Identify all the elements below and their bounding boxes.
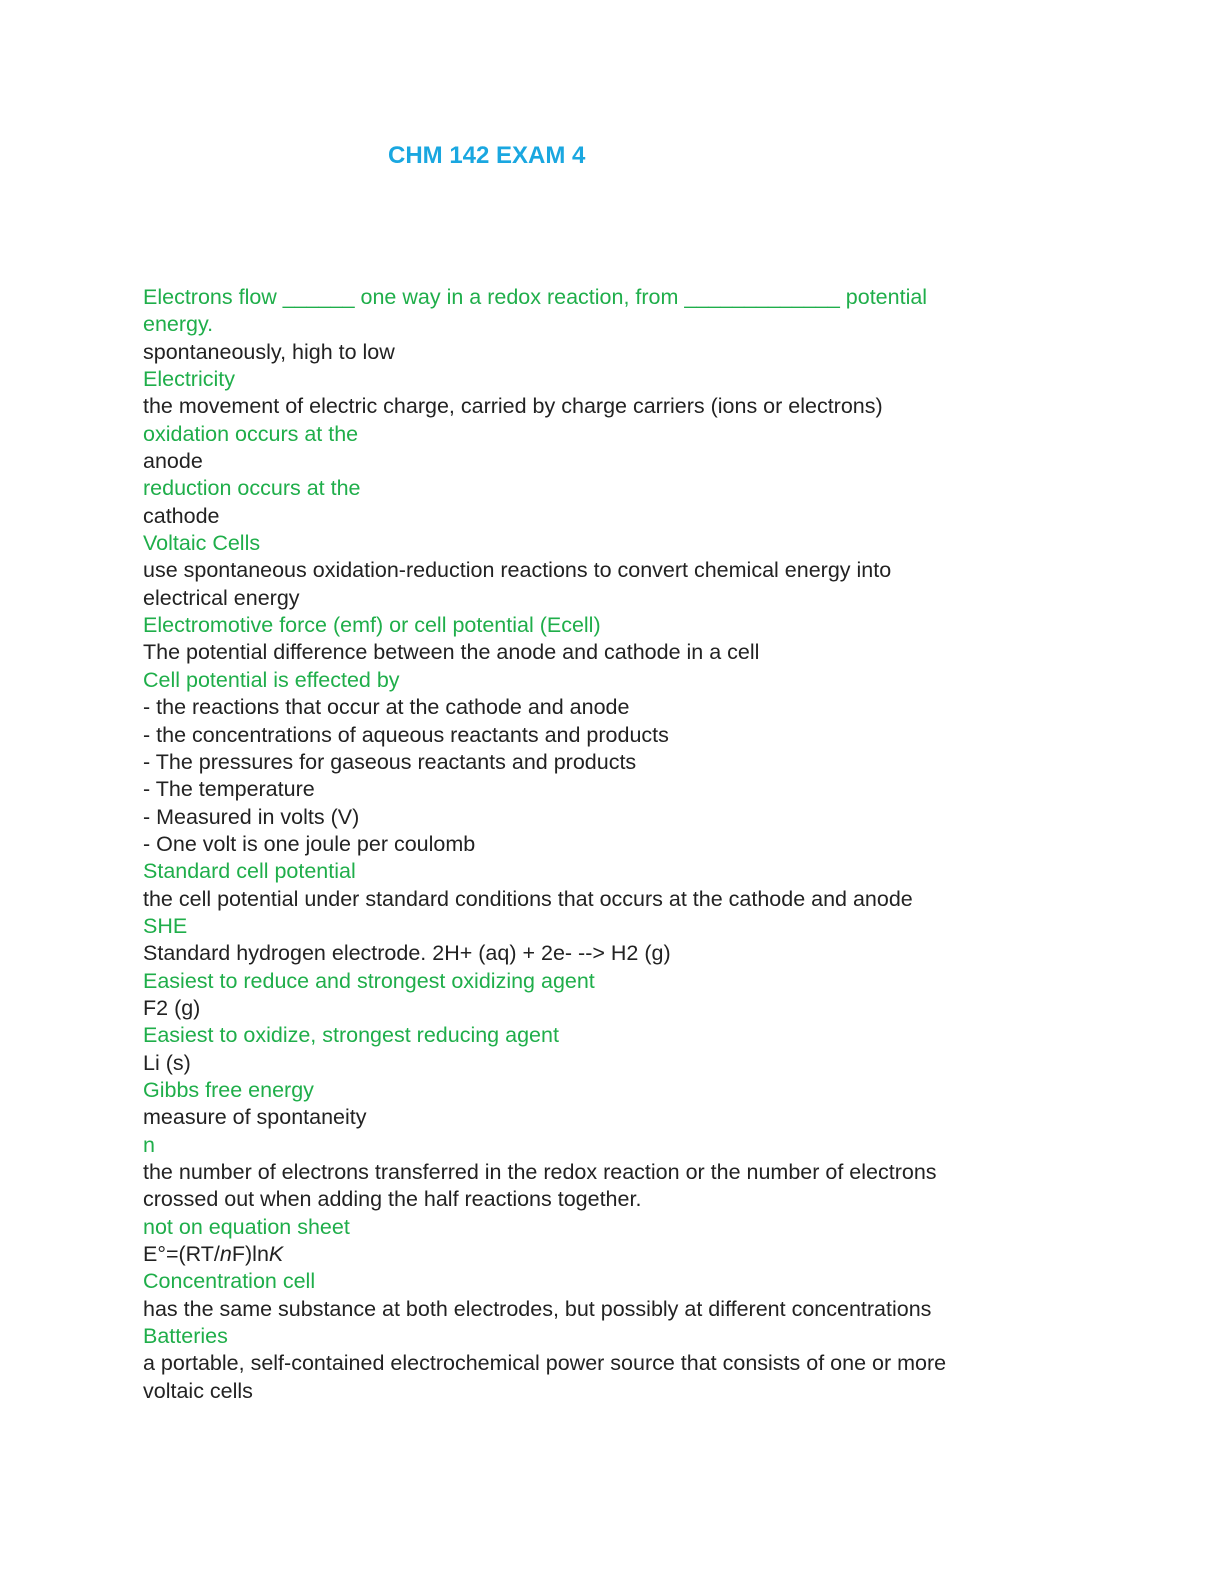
flashcard-term: energy. <box>143 312 214 337</box>
equation-segment: n <box>219 1242 232 1267</box>
flashcard-definition: The potential difference between the anode and cathode in a cell <box>143 640 760 665</box>
flashcard-term: Concentration cell <box>143 1269 316 1294</box>
flashcard-definition: - the reactions that occur at the cathode and anode <box>143 695 630 720</box>
flashcard-definition: the cell potential under standard conditions that occurs at the cathode and anode <box>143 886 913 911</box>
flashcard <box>143 1022 1043 1077</box>
flashcard-term: Easiest to reduce and strongest oxidizing agent <box>143 968 595 993</box>
flashcard-definition: - The temperature <box>143 777 315 802</box>
flashcard-term: n <box>143 1132 155 1157</box>
flashcard-definition: F2 (g) <box>143 995 201 1020</box>
equation-segment: F)ln <box>231 1242 269 1267</box>
flashcard <box>143 968 1043 1023</box>
flashcard-definition: - Measured in volts (V) <box>143 804 360 829</box>
flashcard-definition: Standard hydrogen electrode. 2H+ (aq) + 2e- --> H2 (g) <box>143 941 671 966</box>
flashcard <box>143 366 1043 421</box>
flashcard <box>143 612 1043 667</box>
flashcard-definition: electrical energy <box>143 585 300 610</box>
flashcard-definition: anode <box>143 449 203 474</box>
flashcard-definition: Li (s) <box>143 1050 191 1075</box>
flashcard-definition <box>143 1241 1043 1268</box>
flashcard-term: oxidation occurs at the <box>143 421 359 446</box>
flashcard <box>143 1268 1043 1323</box>
flashcard-term: Standard cell potential <box>143 859 356 884</box>
flashcard-definition: has the same substance at both electrodes, but possibly at different concentrations <box>143 1296 932 1321</box>
equation-segment: K <box>268 1242 284 1267</box>
flashcard <box>143 1077 1043 1132</box>
flashcard-term: Electricity <box>143 367 235 392</box>
flashcard <box>143 421 1043 476</box>
flashcard <box>143 475 1043 530</box>
flashcard-list <box>143 284 1043 1405</box>
flashcard <box>143 667 1043 858</box>
page-title: CHM 142 EXAM 4 <box>388 142 586 169</box>
flashcard-term: Easiest to oxidize, strongest reducing agent <box>143 1023 559 1048</box>
flashcard-term: Electromotive force (emf) or cell potential (Ecell) <box>143 613 601 638</box>
flashcard-term: Voltaic Cells <box>143 531 261 556</box>
flashcard-definition: voltaic cells <box>143 1378 253 1403</box>
flashcard-definition: use spontaneous oxidation-reduction reactions to convert chemical energy into <box>143 558 892 583</box>
equation-segment: E°=(RT/ <box>143 1242 220 1267</box>
flashcard-definition: the number of electrons transferred in the redox reaction or the number of electrons <box>143 1160 937 1184</box>
flashcard-term: Electrons flow ______ one way in a redox reaction, from _____________ potential <box>143 285 928 309</box>
flashcard-term: reduction occurs at the <box>143 476 361 501</box>
flashcard-definition: a portable, self-contained electrochemical power source that consists of one or more <box>143 1351 947 1376</box>
flashcard <box>143 913 1043 968</box>
flashcard-term: Cell potential is effected by <box>143 667 400 692</box>
flashcard <box>143 284 1043 366</box>
flashcard <box>143 530 1043 612</box>
flashcard-term: SHE <box>143 913 188 938</box>
flashcard <box>143 1214 1043 1269</box>
flashcard-term: Gibbs free energy <box>143 1077 314 1102</box>
flashcard <box>143 858 1043 913</box>
flashcard-definition: - One volt is one joule per coulomb <box>143 831 476 856</box>
flashcard-term: Batteries <box>143 1324 228 1349</box>
flashcard-definition: crossed out when adding the half reactions together. <box>143 1187 642 1212</box>
flashcard-definition: cathode <box>143 503 220 528</box>
flashcard-definition: - The pressures for gaseous reactants and products <box>143 749 637 774</box>
flashcard-definition: - the concentrations of aqueous reactants and products <box>143 722 669 747</box>
flashcard-definition: the movement of electric charge, carried by charge carriers (ions or electrons) <box>143 394 883 419</box>
flashcard <box>143 1132 1043 1214</box>
flashcard <box>143 1323 1043 1405</box>
flashcard-definition: spontaneously, high to low <box>143 339 395 364</box>
flashcard-definition: measure of spontaneity <box>143 1105 367 1130</box>
flashcard-term: not on equation sheet <box>143 1214 350 1239</box>
